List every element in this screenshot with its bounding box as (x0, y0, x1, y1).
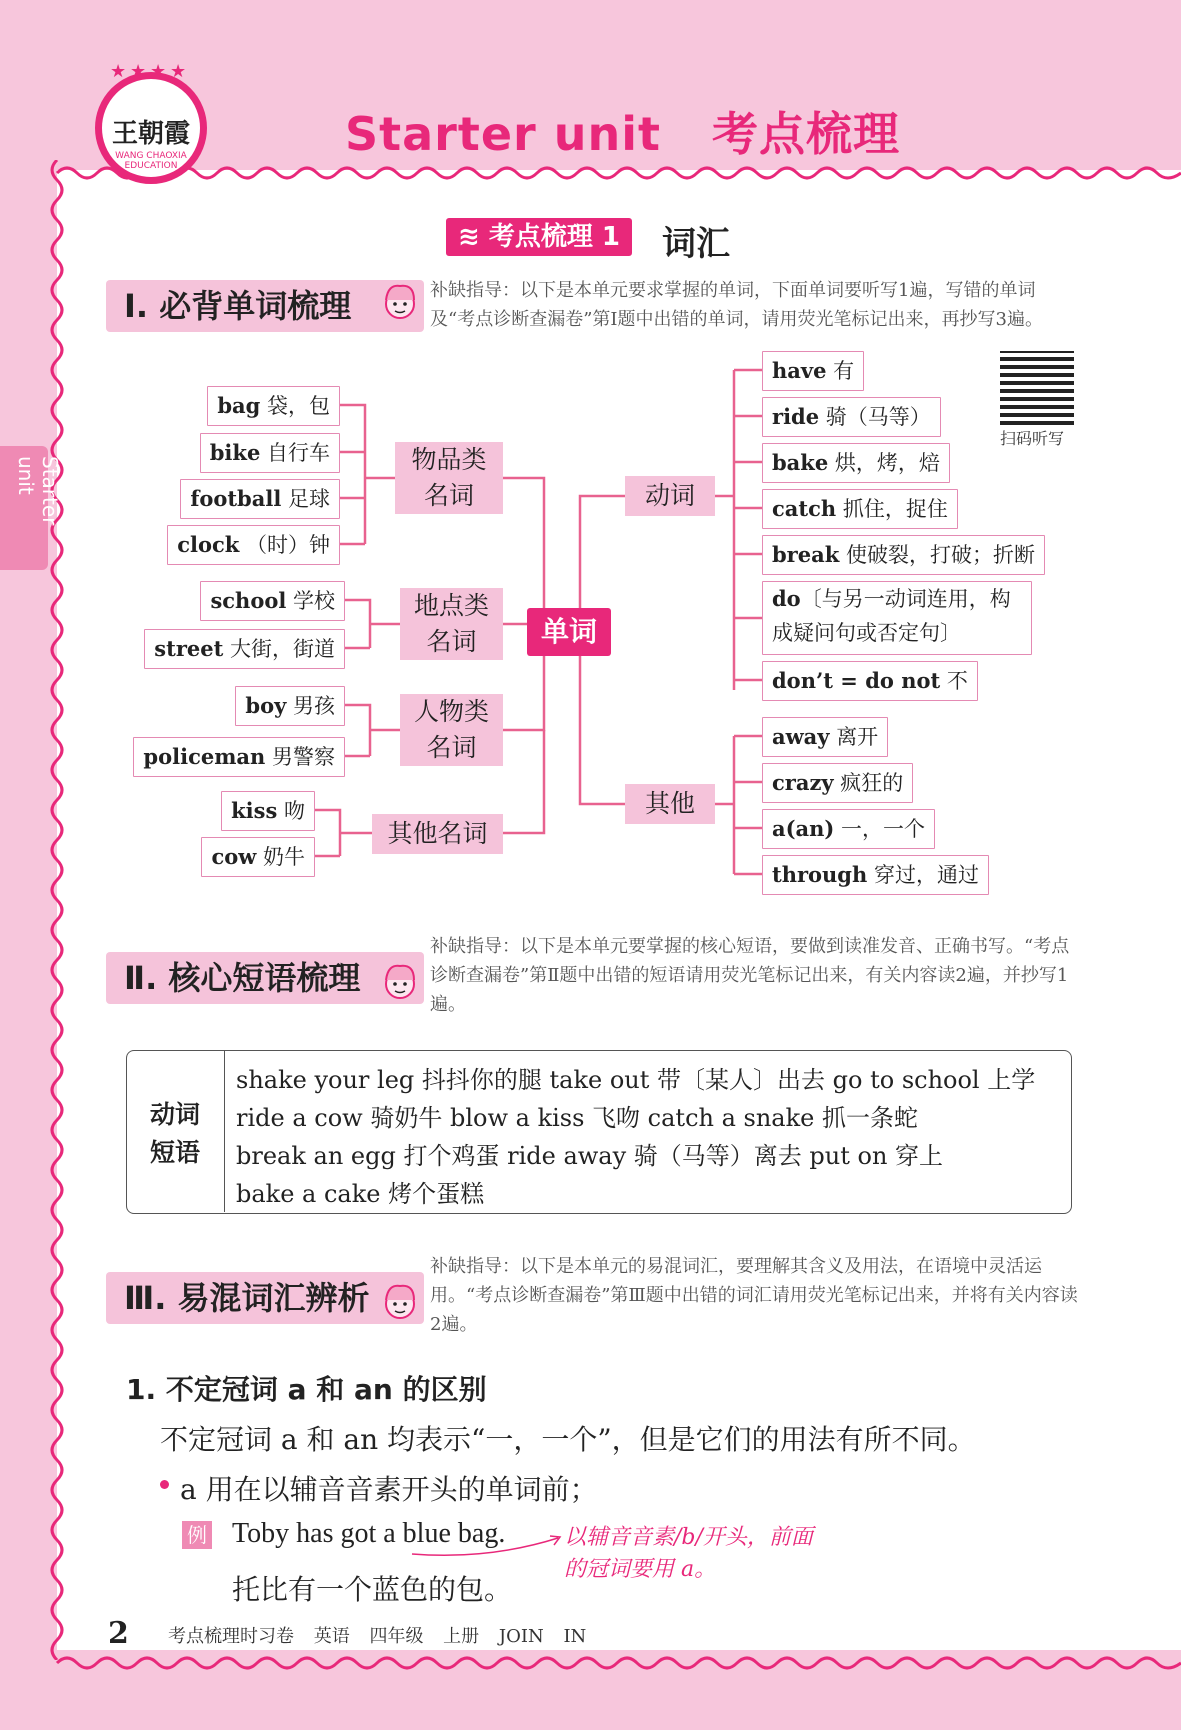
annotation-arrow-icon (408, 1530, 568, 1560)
word-box: school 学校 (200, 581, 345, 621)
student-face-icon (378, 1276, 422, 1326)
s3-body: 不定冠词 a 和 an 均表示“一，一个”，但是它们的用法有所不同。 (160, 1423, 976, 1456)
mindmap-center: 单词 (527, 608, 611, 656)
page-title: Starter unit 考点梳理 (345, 107, 901, 161)
phrase-line: bake a cake 烤个蛋糕 (236, 1180, 485, 1208)
phrase-line: shake your leg 抖抖你的腿 take out 带〔某人〕出去 go to school 上学 (236, 1066, 1036, 1094)
category-objects: 物品类 名词 (395, 442, 503, 514)
annotation-note: 以辅音音素/b/开头，前面的冠词要用 a。 (564, 1525, 813, 1582)
word-box: have 有 (762, 351, 864, 391)
word-box: ride 骑（马等） (762, 397, 941, 437)
logo-text: 王朝霞 (111, 119, 190, 149)
phrase-label: 动词短语 (150, 1100, 201, 1167)
s3-subtitle: 1. 不定冠词 a 和 an 的区别 (126, 1373, 487, 1406)
s3-bullet: a 用在以辅音音素开头的单词前； (180, 1473, 598, 1506)
example-badge: 例 (182, 1521, 212, 1549)
category-people: 人物类 名词 (400, 694, 503, 766)
category-places: 地点类 名词 (400, 588, 503, 660)
word-box: clock （时）钟 (167, 525, 340, 565)
qr-label: 扫码听写 (1000, 429, 1065, 448)
category-other-nouns: 其他名词 (372, 814, 503, 854)
section-badge: ≋ 考点梳理 1 (446, 218, 632, 256)
word-box: bake 烘，烤，焙 (762, 443, 950, 483)
word-box: policeman 男警察 (133, 737, 345, 777)
phrase-line: break an egg 打个鸡蛋 ride away 骑（马等）离去 put on 穿上 (236, 1142, 944, 1170)
s1-hint: 补缺指导：以下是本单元要求掌握的单词，下面单词要听写1遍，写错的单词及“考点诊断查漏卷”第Ⅰ题中出错的单词，请用荧光笔标记出来，再抄写3遍。 (430, 280, 1043, 330)
phrase-label-cell (126, 1050, 225, 1212)
word-box: boy 男孩 (235, 686, 345, 726)
side-tab-label: Starter unit (14, 456, 62, 526)
word-box: crazy 疯狂的 (762, 763, 913, 803)
bullet-icon (160, 1480, 169, 1489)
word-box: street 大街，街道 (144, 629, 345, 669)
category-others: 其他 (625, 784, 715, 824)
logo-subtitle: WANG CHAOXIA EDUCATION (115, 151, 187, 171)
footer-text: 考点梳理时习卷 英语 四年级 上册 JOIN IN (168, 1626, 587, 1647)
s3-hint: 补缺指导：以下是本单元的易混词汇，要理解其含义及用法，在语境中灵活运用。“考点诊断查漏卷”第Ⅲ题中出错的词汇请用荧光笔标记出来，并将有关内容读2遍。 (430, 1256, 1078, 1335)
phrase-line: ride a cow 骑奶牛 blow a kiss 飞吻 catch a snake 抓一条蛇 (236, 1104, 918, 1132)
word-box: a(an) 一，一个 (762, 809, 935, 849)
s2-hint: 补缺指导：以下是本单元要掌握的核心短语，要做到读准发音、正确书写。“考点诊断查漏卷”第Ⅱ题中出错的短语请用荧光笔标记出来，有关内容读2遍，并抄写1遍。 (430, 936, 1070, 1015)
example-cn: 托比有一个蓝色的包。 (232, 1573, 513, 1606)
student-face-icon (378, 956, 422, 1006)
word-box: away 离开 (762, 717, 888, 757)
s2-heading: Ⅱ. 核心短语梳理 (106, 952, 424, 1004)
s1-heading: Ⅰ. 必背单词梳理 (106, 280, 424, 332)
word-box: bag 袋，包 (207, 386, 340, 426)
word-box: do〔与另一动词连用，构 成疑问句或否定句〕 (762, 581, 1032, 655)
word-box: cow 奶牛 (201, 837, 315, 877)
word-box: don’t = do not 不 (762, 661, 978, 701)
word-box: catch 抓住，捉住 (762, 489, 958, 529)
brand-logo: ★ ★ ★ ★ 王朝霞 WANG CHAOXIA EDUCATION (95, 72, 207, 184)
word-box: through 穿过，通过 (762, 855, 989, 895)
s3-heading: Ⅲ. 易混词汇辨析 (106, 1272, 424, 1324)
section-title: 词汇 (662, 224, 730, 264)
word-box: football 足球 (180, 479, 340, 519)
word-box: kiss 吻 (221, 791, 315, 831)
example-en: Toby has got a blue bag. (232, 1518, 506, 1549)
category-verbs: 动词 (625, 476, 715, 516)
word-box: break 使破裂，打破；折断 (762, 535, 1045, 575)
word-box: bike 自行车 (200, 433, 340, 473)
page-number: 2 (108, 1616, 129, 1651)
